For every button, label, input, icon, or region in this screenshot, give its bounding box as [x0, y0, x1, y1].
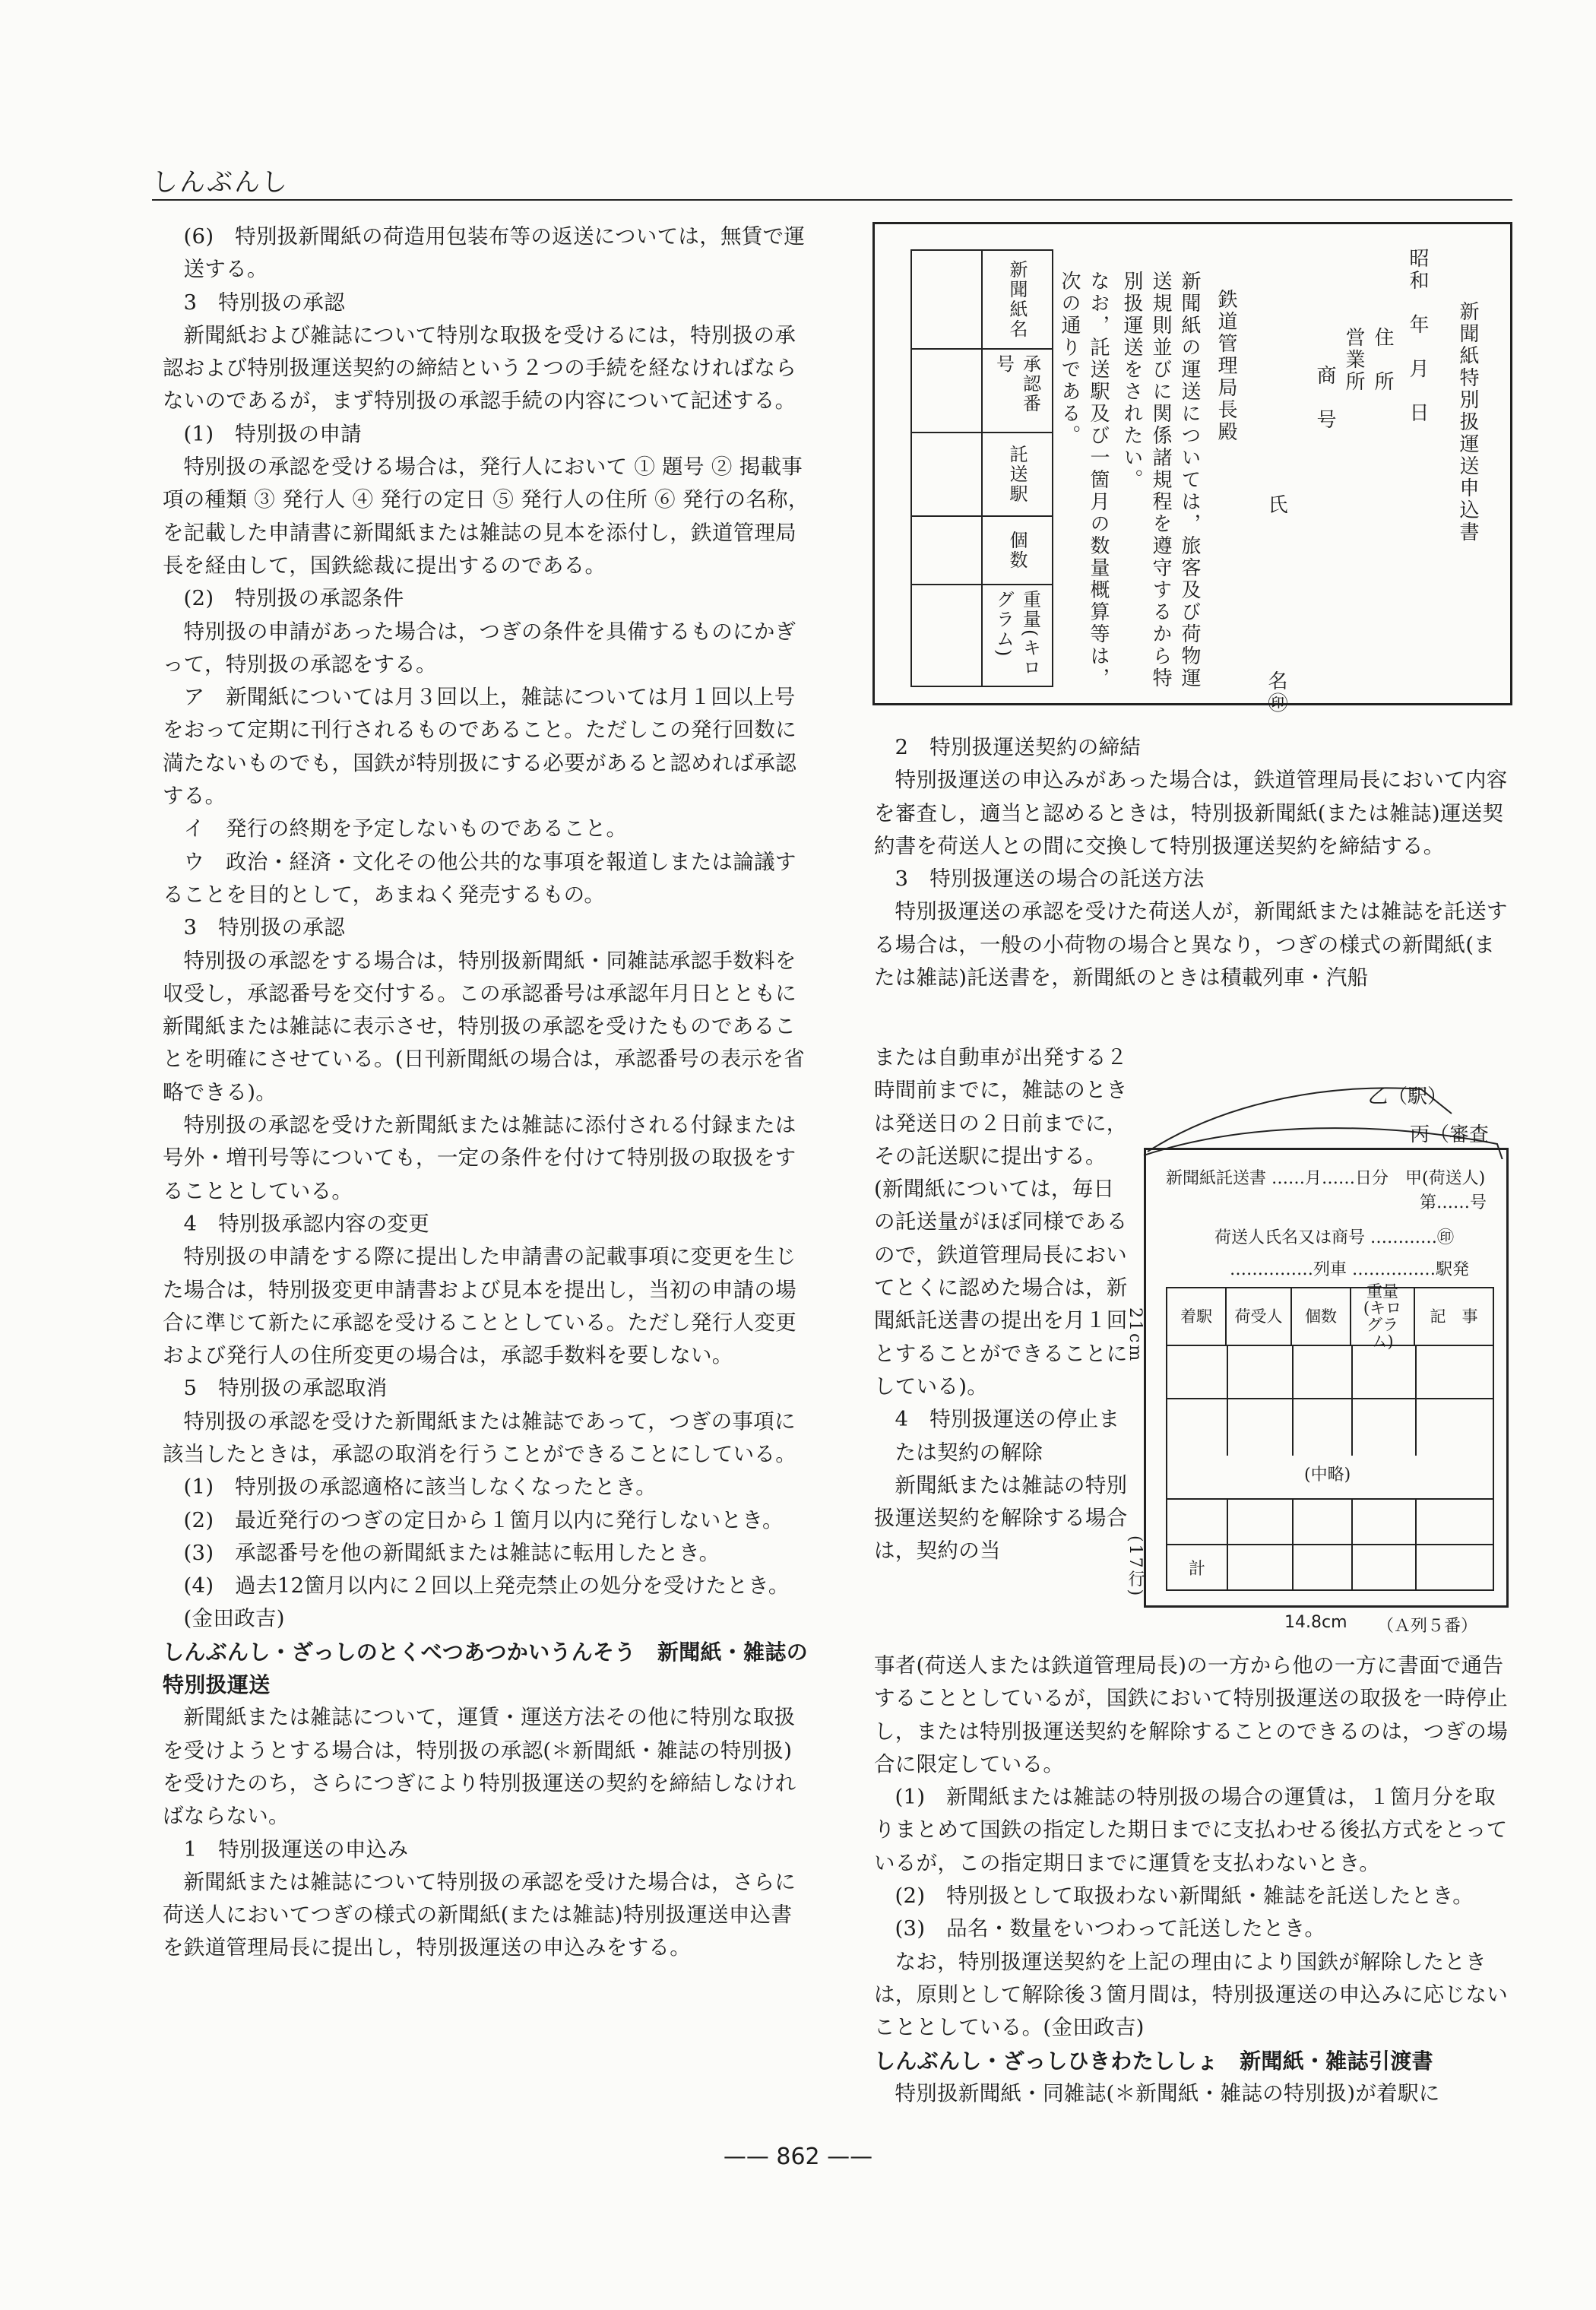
head-arrival-station: 着駅: [1167, 1288, 1227, 1345]
paragraph: 特別扱の申請をする際に提出した申請書の記載事項に変更を生じた場合は，特別扱変更申請書および見本を提出し，当初の申請の場合に準じて新たに承認を受けることとしている。ただし発行人変更および発行人の住所変更の場合は，承認手数料を要しない。: [163, 1244, 796, 1368]
grid-line: [1351, 1498, 1353, 1589]
ticket-grid: [1166, 1282, 1494, 1591]
col-station: 託送駅: [983, 433, 1052, 517]
right-column-top: [874, 731, 1512, 994]
left-column: [163, 220, 810, 1965]
form-body-2: なお，託送駅及び一箇月の数量概算等は，次の通りである。: [1058, 271, 1110, 689]
paragraph: 2 特別扱運送契約の締結: [895, 735, 1142, 759]
entry-heading-tokubetsu: しんぶんし・ざっしのとくべつあつかいうんそう 新聞紙・雑誌の特別扱運送: [163, 1639, 809, 1698]
entry-heading-hikiwatashi: しんぶんし・ざっしひきわたししょ 新聞紙・雑誌引渡書: [874, 2048, 1433, 2074]
dim-rows: (17行): [1126, 1535, 1145, 1599]
form-date: 昭和 年 月 日: [1406, 248, 1429, 424]
ticket-title-line: 新聞紙託送書 ……月……日分 甲(荷送人): [1166, 1169, 1486, 1188]
col-newspaper-name: 新聞紙名: [983, 251, 1052, 350]
right-column-wrap: [874, 1041, 1132, 1568]
paragraph: 事者(荷送人または鉄道管理局長)の一方から他の一方に書面で通告することとしているが，国鉄において特別扱運送の取扱を一時停止し，または特別扱運送契約を解除することのできるのは，つぎの場合に限定している。: [874, 1653, 1508, 1776]
page-number: —— 862 ——: [723, 2144, 873, 2170]
form-table: [910, 249, 1053, 687]
grid-line: [1227, 1346, 1228, 1456]
running-header: しんぶんし: [152, 167, 289, 198]
paragraph: 3 特別扱の承認: [183, 290, 345, 315]
form-business: 営業所: [1342, 327, 1365, 393]
grid-line: [1167, 1498, 1493, 1500]
paragraph: (2) 最近発行のつぎの定日から１箇月以内に発行しないとき。: [183, 1507, 784, 1532]
ticket-grid-header: [1167, 1282, 1493, 1351]
cell-empty: [912, 517, 981, 585]
tab-label-hei: 丙（審査: [1410, 1123, 1490, 1146]
paragraph: 新聞紙または雑誌について，運賃・運送方法その他に特別な取扱を受けようとする場合は，特別扱の承認(＊新聞紙・雑誌の特別扱)を受けたのち，さらにつぎにより特別扱運送の契約を締結しなければならない。: [163, 1705, 796, 1829]
form-address: 住 所: [1371, 327, 1394, 393]
head-weight: 重量(キログラム): [1351, 1288, 1415, 1345]
paragraph: (3) 品名・数量をいつわって託送したとき。: [895, 1916, 1326, 1941]
right-column-bottom: [874, 1649, 1512, 2110]
consignment-ticket: [1144, 1148, 1509, 1608]
form-trade: 商 号: [1313, 365, 1336, 431]
paragraph: 4 特別扱運送の停止または契約の解除: [895, 1407, 1120, 1465]
cell-empty: [912, 585, 981, 686]
grid-line: [1167, 1398, 1493, 1399]
grid-line: [1351, 1346, 1353, 1456]
cell-empty: [912, 251, 981, 350]
paragraph: ウ 政治・経済・文化その他公共的な事項を報道しまたは論議することを目的として，あまねく発売するもの。: [163, 849, 796, 907]
form-table-header-col: [981, 251, 1052, 686]
right-bottom-paragraphs: [874, 1649, 1512, 2045]
paragraph: (1) 新聞紙または雑誌の特別扱の場合の運賃は，１箇月分を取りまとめて国鉄の指定した期日までに支払わせる後払方式をとっているが，この指定期日までに運賃を支払わないとき。: [874, 1785, 1508, 1875]
paragraph: (1) 特別扱の承認適格に該当しなくなったとき。: [183, 1475, 657, 1500]
form-addressee: 鉄道管理局長殿: [1214, 289, 1237, 443]
dim-height: 21cm: [1126, 1307, 1145, 1364]
paragraph: 特別扱運送の承認を受けた荷送人が，新聞紙または雑誌を託送する場合は，一般の小荷物の場合と異なり，つぎの様式の新聞紙(または雑誌)託送書を，新聞紙のときは積載列車・汽船: [874, 899, 1508, 990]
paragraph: 特別扱の申請があった場合は，つぎの条件を具備するものにかぎって，特別扱の承認をする。: [163, 619, 796, 677]
head-remarks: 記 事: [1430, 1307, 1478, 1326]
paragraph: 新聞紙または雑誌について特別扱の承認を受けた場合は，さらに荷送人においてつぎの様式の新聞紙(または雑誌)特別扱運送申込書を鉄道管理局長に提出し，特別扱運送の申込みをする。: [163, 1869, 796, 1960]
paragraph: (1) 特別扱の申請: [183, 421, 362, 446]
paragraph: 特別扱の承認を受けた新聞紙または雑誌であって，つぎの事項に該当したときは，承認の取消を行うことができることにしている。: [163, 1408, 796, 1466]
paragraph: なお，特別扱運送契約を上記の理由により国鉄が解除したときは，原則として解除後３箇月間は，特別扱運送の申込みに応じないこととしている。(金田政吉): [874, 1949, 1508, 2040]
ticket-omitted: (中略): [1304, 1466, 1351, 1485]
form-title: 新聞紙特別扱運送申込書: [1456, 301, 1479, 543]
ticket-total: 計: [1189, 1560, 1206, 1579]
paragraph: イ 発行の終期を予定しないものであること。: [183, 816, 628, 841]
paragraph: 特別扱の承認をする場合は，特別扱新聞紙・同雑誌承認手数料を収受し，承認番号を交付する。この承認番号は承認年月日とともに新聞紙または雑誌に表示させ，特別扱の承認を受けたものであることを明確にさせている。(日刊新聞紙の場合は，承認番号の表示を省略できる)。: [163, 948, 806, 1104]
entry-first-line: 特別扱新聞紙・同雑誌(＊新聞紙・雑誌の特別扱)が着駅に: [895, 2080, 1440, 2106]
grid-line: [1292, 1346, 1294, 1456]
left-paragraphs: [163, 220, 810, 1636]
form-table-body-col: [912, 251, 981, 686]
grid-line: [1167, 1544, 1493, 1545]
entry-body: [163, 1701, 810, 1964]
head-count: 個数: [1292, 1288, 1351, 1345]
paragraph: 3 特別扱の承認: [183, 915, 345, 940]
right-top-paragraphs: [874, 731, 1512, 994]
paragraph: 特別扱の承認を受けた新聞紙または雑誌に添付される付録または号外・増刊号等についても，一定の条件を付けて特別扱の取扱をすることとしている。: [163, 1113, 796, 1203]
paragraph: 特別扱の承認を受ける場合は，発行人において ① 題号 ② 掲載事項の種類 ③ 発行人 ④ 発行の定日 ⑤ 発行人の住所 ⑥ 発行の名称，を記載した申請書に新聞紙または雑誌の見本を添付し，鉄道管理局長を経由して，国鉄総裁に提出するのである。: [163, 455, 809, 578]
paragraph: 1 特別扱運送の申込み: [183, 1836, 409, 1862]
paragraph: 新聞紙または雑誌の特別扱運送契約を解除する場合は，契約の当: [874, 1472, 1128, 1564]
form-name: 氏 名㊞: [1265, 494, 1287, 715]
paragraph: 5 特別扱の承認取消: [183, 1376, 388, 1401]
col-weight: 重量(キログラム): [993, 590, 1041, 678]
col-approval-no: 承認番号: [983, 350, 1052, 433]
cell-empty: [912, 350, 981, 433]
grid-line: [1292, 1498, 1294, 1589]
dim-width: 14.8cm: [1284, 1613, 1347, 1632]
paragraph: (3) 承認番号を他の新聞紙または雑誌に転用したとき。: [183, 1540, 720, 1565]
grid-line: [1227, 1498, 1228, 1589]
ticket-number-line: 第……号: [1419, 1193, 1487, 1212]
paragraph: 4 特別扱承認内容の変更: [183, 1211, 430, 1236]
dim-paper-size: （Ａ列５番）: [1377, 1617, 1478, 1636]
paragraph: (4) 過去12箇月以内に２回以上発売禁止の処分を受けたとき。(金田政吉): [183, 1573, 790, 1631]
col-count: 個数: [983, 517, 1052, 585]
paragraph: 新聞紙および雑誌について特別な取扱を受けるには，特別扱の承認および特別扱運送契約の締結という２つの手続を経なければならないのであるが，まず特別扱の承認手続の内容について記述する。: [163, 322, 796, 414]
cell-empty: [912, 433, 981, 517]
paragraph: 3 特別扱運送の場合の託送方法: [895, 867, 1205, 892]
head-consignee: 荷受人: [1227, 1288, 1292, 1345]
header-rule: [152, 199, 1512, 201]
paragraph: (6) 特別扱新聞紙の荷造用包装布等の返送については，無賃で運送する。: [183, 224, 806, 282]
tab-label-otsu: 乙（駅）: [1368, 1085, 1448, 1108]
grid-line: [1415, 1346, 1417, 1456]
paragraph: (2) 特別扱として取扱わない新聞紙・雑誌を託送したとき。: [895, 1884, 1474, 1909]
right-wrap-paragraphs: [874, 1041, 1132, 1568]
grid-line: [1415, 1498, 1417, 1589]
ticket-train-line: ……………列車 ……………駅発: [1230, 1260, 1469, 1279]
ticket-sender-line: 荷送人氏名又は商号 …………㊞: [1214, 1228, 1454, 1247]
paragraph: (2) 特別扱の承認条件: [183, 586, 404, 611]
paragraph: 特別扱運送の申込みがあった場合は，鉄道管理局長において内容を審査し，適当と認めるときは，特別扱新聞紙(または雑誌)運送契約書を荷送人との間に交換して特別扱運送契約を締結する。: [874, 768, 1508, 858]
paragraph: ア 新聞紙については月３回以上，雑誌については月１回以上号をおって定期に刊行されるものであること。ただしこの発行回数に満たないものでも，国鉄が特別扱にする必要があると認めれば承認する。: [163, 685, 796, 809]
paragraph: または自動車が出発する２時間前までに，雑誌のときは発送日の２日前までに，その託送駅に提出する。(新聞紙については，毎日の託送量がほぼ同様であるので，鉄道管理局長においてとくに認めた場合は，新聞紙託送書の提出を月１回とすることができることにしている)。: [874, 1045, 1128, 1399]
form-body: 新聞紙の運送については，旅客及び荷物運送規則並びに関係諸規程を遵守するから特別扱運送をされたい。: [1120, 271, 1201, 689]
